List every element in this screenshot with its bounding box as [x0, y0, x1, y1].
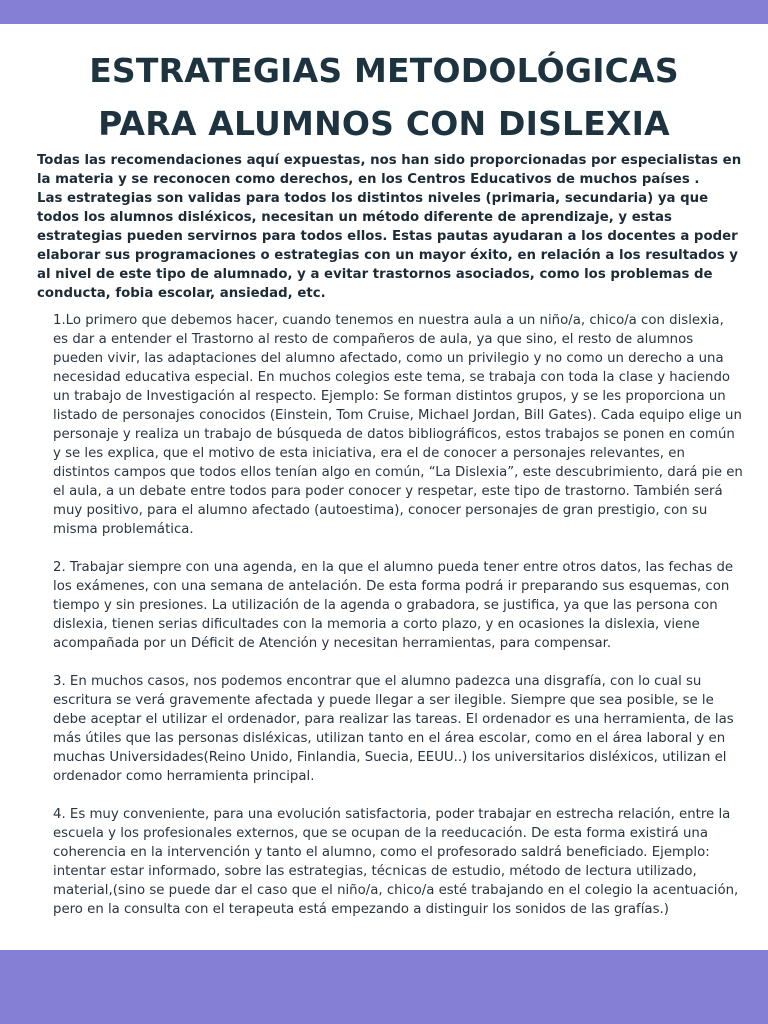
- top-color-band: [0, 0, 768, 24]
- page-title-line-1: ESTRATEGIAS METODOLÓGICAS: [89, 51, 679, 90]
- bottom-color-band: [0, 950, 768, 1024]
- strategy-paragraph-2: 2. Trabajar siempre con una agenda, en la que el alumno pueda tener entre otros datos, las fechas de los exámenes, con una semana de antelación. De esta forma podrá ir preparando sus esquemas, con tiempo y sin presiones. La utilización de la agenda o grabadora, se justifica, ya que las persona con dislexia, tienen serias dificultades con la memoria a corto plazo, y en ocasiones la dislexia, viene acompañada por un Déficit de Atención y necesitan herramientas, para compensar.: [53, 560, 734, 651]
- intro-paragraph: Todas las recomendaciones aquí expuestas, nos han sido proporcionadas por especialistas en la materia y se reconocen como derechos, en los Centros Educativos de muchos países . Las estrategias son validas para todos los distintos niveles (primaria, secundaria) ya que todos los alumnos disléxicos, necesitan un método diferente de aprendizaje, y estas estrategias pueden servirnos para todos ellos. Estas pautas ayudaran a los docentes a poder elaborar sus programaciones o estrategias con un mayor éxito, en relación a los resultados y al nivel de este tipo de alumnado, y a evitar trastornos asociados, como los problemas de conducta, fobia escolar, ansiedad, etc.: [37, 153, 742, 301]
- page-title: [0, 44, 768, 150]
- strategy-paragraph-4: 4. Es muy conveniente, para una evolución satisfactoria, poder trabajar en estrecha relación, entre la escuela y los profesionales externos, que se ocupan de la reeducación. De esta forma existirá una coherencia en la intervención y tanto el alumno, como el profesorado saldrá beneficiado. Ejemplo: intentar estar informado, sobre las estrategias, técnicas de estudio, método de lectura utilizado, material,(sino se puede dar el caso que el niño/a, chico/a esté trabajando en el colegio la acentuación, pero en la consulta con el terapeuta está empezando a distinguir los sonidos de las grafías.): [53, 807, 739, 917]
- page-title-line-2: PARA ALUMNOS CON DISLEXIA: [98, 104, 670, 143]
- strategy-list: [53, 311, 743, 938]
- strategy-paragraph-3: 3. En muchos casos, nos podemos encontrar que el alumno padezca una disgrafía, con lo cual su escritura se verá gravemente afectada y puede llegar a ser ilegible. Siempre que sea posible, se le debe aceptar el utilizar el ordenador, para realizar las tareas. El ordenador es una herramienta, de las más útiles que las personas disléxicas, utilizan tanto en el área escolar, como en el área laboral y en muchas Universidades(Reino Unido, Finlandia, Suecia, EEUU..) los universitarios disléxicos, utilizan el ordenador como herramienta principal.: [53, 674, 734, 784]
- strategy-paragraph-1: 1.Lo primero que debemos hacer, cuando tenemos en nuestra aula a un niño/a, chico/a con dislexia, es dar a entender el Trastorno al resto de compañeros de aula, ya que sino, el resto de alumnos pueden vivir, las adaptaciones del alumno afectado, como un privilegio y no como un derecho a una necesidad educativa especial. En muchos colegios este tema, se trabaja con toda la clase y haciendo un trabajo de Investigación al respecto. Ejemplo: Se forman distintos grupos, y se les proporciona un listado de personajes conocidos (Einstein, Tom Cruise, Michael Jordan, Bill Gates). Cada equipo elige un personaje y realiza un trabajo de búsqueda de datos bibliográficos, estos trabajos se ponen en común y se les explica, que el motivo de esta iniciativa, era el de conocer a personajes relevantes, en distintos campos que todos ellos tenían algo en común, “La Dislexia”, este descubrimiento, dará pie en el aula, a un debate entre todos para poder conocer y respetar, este tipo de trastorno. También será muy positivo, para el alumno afectado (autoestima), conocer personajes de gran prestigio, con su misma problemática.: [53, 313, 743, 537]
